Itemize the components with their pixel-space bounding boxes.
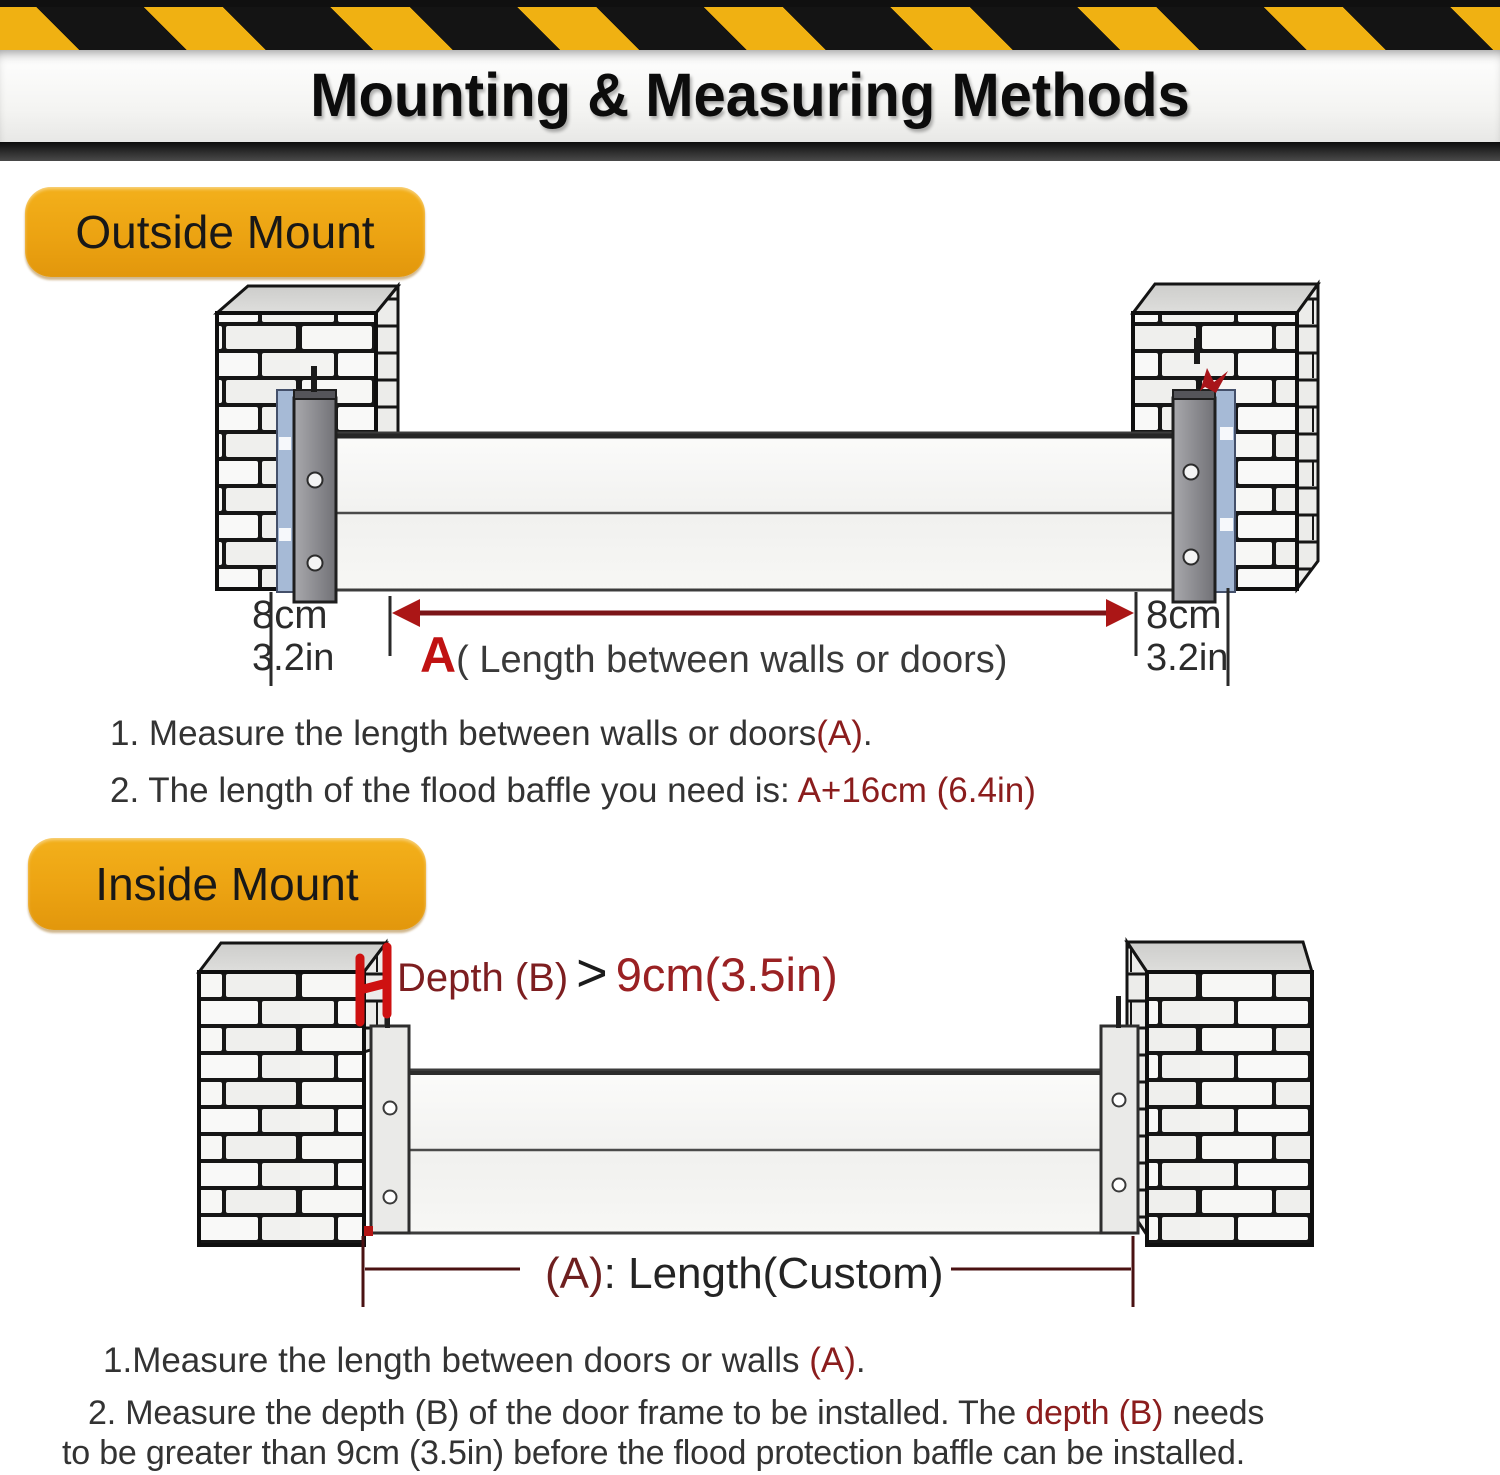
screw-hole [308, 473, 323, 488]
screw-hole [1184, 550, 1199, 565]
inside-step-2-line-2: to be greater than 9cm (3.5in) before the flood protection baffle can be installed. [62, 1434, 1245, 1472]
custom-length-label: (A): Length(Custom) [545, 1249, 944, 1298]
brick-pillar-right-inside [1127, 942, 1312, 1245]
jamb-channel-right [1101, 996, 1138, 1233]
anchor-pin [1116, 996, 1121, 1028]
seal-strip-right [1215, 390, 1235, 592]
red-tick-marker [364, 1226, 373, 1236]
inside-step-2-line-1: 2. Measure the depth (B) of the door frame to be installed. The depth (B) needs [88, 1394, 1265, 1432]
mounting-channel-left [277, 366, 336, 602]
screw-hole [1113, 1179, 1126, 1192]
left-gap-measurement: 8cm 3.2in [252, 593, 335, 679]
seal-strip-left [277, 390, 294, 592]
outside-step-2: 2. The length of the flood baffle you need is: A+16cm (6.4in) [110, 771, 1036, 810]
anchor-pin [1194, 338, 1200, 364]
screw-hole [384, 1102, 397, 1115]
depth-requirement-label: Depth (B) > 9cm(3.5in) [397, 943, 838, 1003]
screw-hole [384, 1191, 397, 1204]
length-between-walls-label: A ( Length between walls or doors) [420, 627, 1008, 683]
screw-hole [1113, 1094, 1126, 1107]
anchor-pin [311, 366, 317, 392]
right-gap-measurement: 8cm 3.2in [1146, 593, 1229, 679]
outside-step-1: 1. Measure the length between walls or doors(A). [110, 714, 873, 753]
outside-mount-badge-label: Outside Mount [75, 206, 375, 258]
screw-hole [1184, 465, 1199, 480]
flood-baffle-inside [409, 1070, 1101, 1233]
flood-baffle [336, 433, 1174, 590]
inside-step-1: 1.Measure the length between doors or walls (A). [103, 1341, 866, 1380]
screw-hole [308, 556, 323, 571]
page-title: Mounting & Measuring Methods [310, 61, 1190, 130]
inside-mount-badge-label: Inside Mount [95, 858, 359, 910]
jamb-channel-left [364, 990, 409, 1236]
